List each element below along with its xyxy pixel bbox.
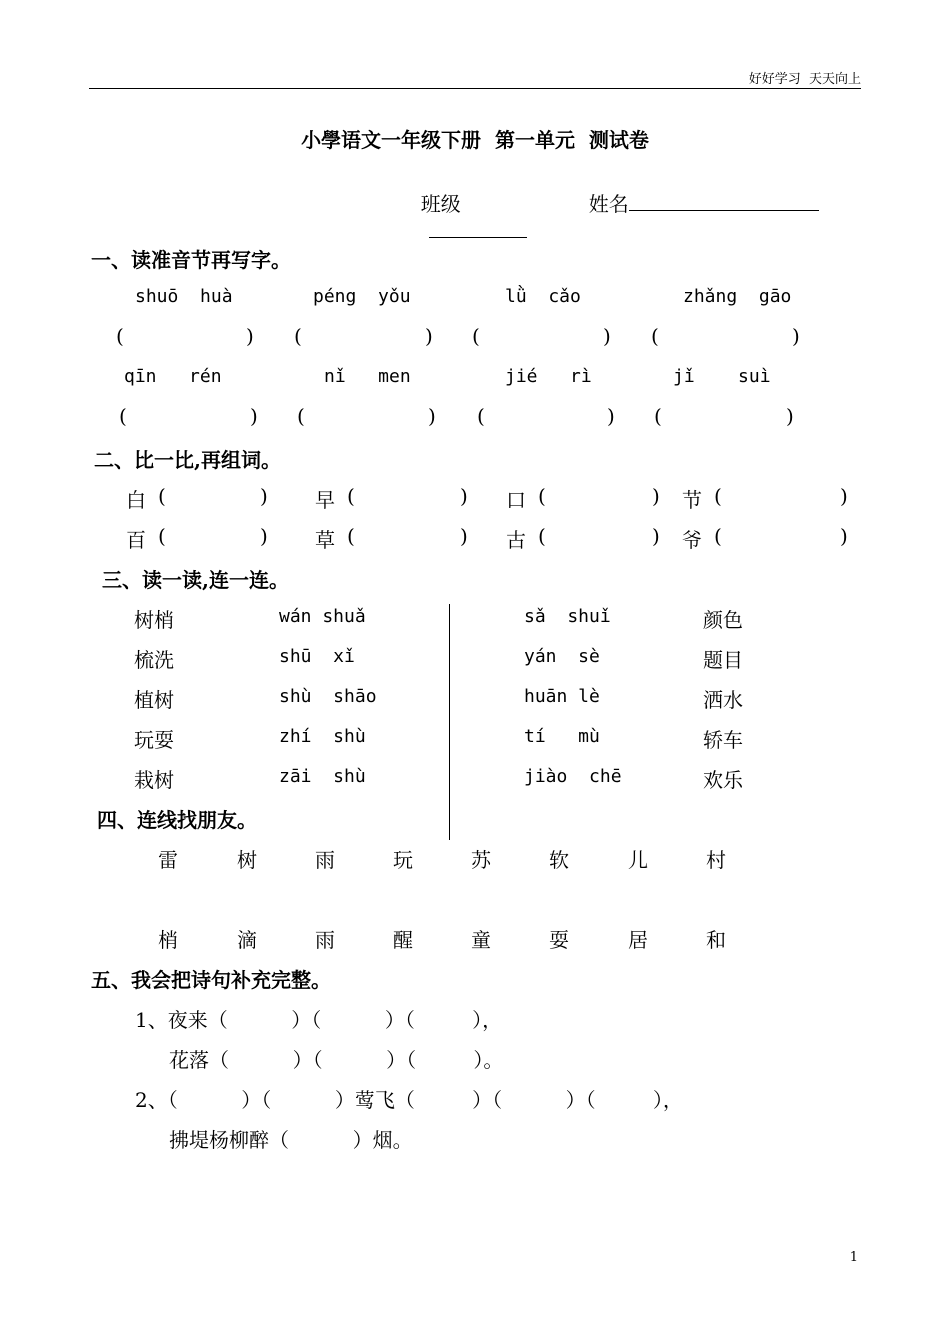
s1-blank-open: (	[477, 404, 485, 428]
poem-line-2: 花落（ ）（ ）（ ）。	[169, 1048, 504, 1072]
class-field	[408, 164, 527, 243]
s1-blank-open: (	[119, 404, 127, 428]
column-divider	[449, 604, 450, 840]
name-field	[576, 164, 819, 217]
poem-line-3: 2、（ ）（ ）莺飞（ ）（ ）（ ），	[135, 1088, 683, 1112]
s1-pinyin: jǐ suì	[673, 366, 771, 387]
s1-pinyin: qīn rén	[124, 366, 222, 387]
s2-blank-close: )	[840, 524, 848, 548]
s1-blank-close: )	[246, 324, 254, 348]
s2-blank-open: (	[347, 524, 355, 548]
s3-right-pinyin: sǎ shuǐ	[524, 606, 611, 627]
s3-left-pinyin: zhí shù	[279, 726, 366, 747]
s1-pinyin: nǐ men	[324, 366, 411, 387]
s3-right-pinyin: huān lè	[524, 686, 600, 707]
s4-bottom-char: 醒	[393, 928, 413, 952]
s4-bottom-char: 雨	[315, 928, 335, 952]
s4-bottom-char: 居	[628, 928, 648, 952]
s3-left-pinyin: shū xǐ	[279, 646, 355, 667]
s1-pinyin: jié rì	[505, 366, 592, 387]
s3-right-word: 颜色	[703, 608, 743, 632]
s2-blank-open: (	[347, 484, 355, 508]
poem-line-4: 拂堤杨柳醉（ ）烟。	[169, 1128, 413, 1152]
s3-right-word: 洒水	[703, 688, 743, 712]
s1-blank-close: )	[603, 324, 611, 348]
s3-right-pinyin: tí mù	[524, 726, 600, 747]
header-rule	[89, 88, 861, 89]
s4-bottom-char: 和	[706, 928, 726, 952]
section5-title: 五、我会把诗句补充完整。	[91, 968, 331, 992]
s3-right-word: 轿车	[703, 728, 743, 752]
s4-bottom-char: 童	[471, 928, 491, 952]
s4-top-char: 儿	[628, 848, 648, 872]
s2-blank-close: )	[652, 524, 660, 548]
section4-title: 四、连线找朋友。	[97, 808, 257, 832]
header-motto: 好好学习 天天向上	[748, 72, 861, 87]
s2-char: 早	[315, 488, 335, 512]
s3-right-pinyin: yán sè	[524, 646, 600, 667]
s2-char: 爷	[682, 528, 702, 552]
s2-blank-open: (	[538, 484, 546, 508]
s2-char: 口	[506, 488, 526, 512]
s1-blank-close: )	[607, 404, 615, 428]
poem-line-1: 1、夜来（ ）（ ）（ ），	[135, 1008, 503, 1032]
s1-blank-open: (	[651, 324, 659, 348]
s3-left-pinyin: shù shāo	[279, 686, 377, 707]
s1-blank-open: (	[294, 324, 302, 348]
s2-char: 百	[126, 528, 146, 552]
s4-bottom-char: 梢	[158, 928, 178, 952]
s2-char: 古	[506, 528, 526, 552]
s1-blank-open: (	[472, 324, 480, 348]
s2-blank-open: (	[158, 524, 166, 548]
class-label: 班级	[420, 192, 461, 216]
s1-pinyin: zhǎng gāo	[683, 286, 792, 307]
s2-blank-open: (	[714, 484, 722, 508]
s3-left-pinyin: zāi shù	[279, 766, 366, 787]
s1-blank-close: )	[428, 404, 436, 428]
s1-blank-close: )	[786, 404, 794, 428]
section3-title: 三、读一读,连一连。	[102, 568, 289, 592]
s3-left-word: 树梢	[134, 608, 174, 632]
s1-blank-open: (	[116, 324, 124, 348]
s1-blank-close: )	[250, 404, 258, 428]
s2-blank-close: )	[460, 524, 468, 548]
s2-char: 节	[682, 488, 702, 512]
s3-left-word: 植树	[134, 688, 174, 712]
s3-left-word: 梳洗	[134, 648, 174, 672]
class-blank[interactable]	[429, 217, 527, 238]
s1-pinyin: shuō huà	[135, 286, 233, 307]
s1-blank-close: )	[425, 324, 433, 348]
s4-top-char: 树	[237, 848, 257, 872]
s1-pinyin: lǜ cǎo	[505, 286, 581, 307]
s4-top-char: 玩	[393, 848, 413, 872]
s3-right-word: 欢乐	[703, 768, 743, 792]
s2-blank-close: )	[260, 524, 268, 548]
s2-blank-open: (	[538, 524, 546, 548]
s3-right-pinyin: jiào chē	[524, 766, 622, 787]
s1-blank-close: )	[792, 324, 800, 348]
s2-blank-close: )	[652, 484, 660, 508]
s1-pinyin: péng yǒu	[313, 286, 411, 307]
s2-blank-open: (	[158, 484, 166, 508]
s4-bottom-char: 滴	[237, 928, 257, 952]
s1-blank-open: (	[297, 404, 305, 428]
s2-char: 白	[126, 488, 146, 512]
s3-left-word: 栽树	[134, 768, 174, 792]
s4-top-char: 村	[706, 848, 726, 872]
name-blank[interactable]	[629, 190, 819, 211]
s2-blank-close: )	[460, 484, 468, 508]
s1-blank-open: (	[654, 404, 662, 428]
page-number: 1	[849, 1250, 858, 1265]
name-label: 姓名	[588, 192, 629, 216]
s4-bottom-char: 耍	[549, 928, 569, 952]
section2-title: 二、比一比,再组词。	[94, 448, 281, 472]
s3-left-pinyin: wán shuǎ	[279, 606, 366, 627]
s4-top-char: 雷	[158, 848, 178, 872]
s2-blank-open: (	[714, 524, 722, 548]
s2-char: 草	[315, 528, 335, 552]
s4-top-char: 苏	[471, 848, 491, 872]
s4-top-char: 雨	[315, 848, 335, 872]
s3-left-word: 玩耍	[134, 728, 174, 752]
s3-right-word: 题目	[703, 648, 743, 672]
section1-title: 一、读准音节再写字。	[91, 248, 291, 272]
s2-blank-close: )	[840, 484, 848, 508]
s2-blank-close: )	[260, 484, 268, 508]
s4-top-char: 软	[549, 848, 569, 872]
page-title: 小學语文一年级下册 第一单元 测试卷	[301, 128, 649, 152]
